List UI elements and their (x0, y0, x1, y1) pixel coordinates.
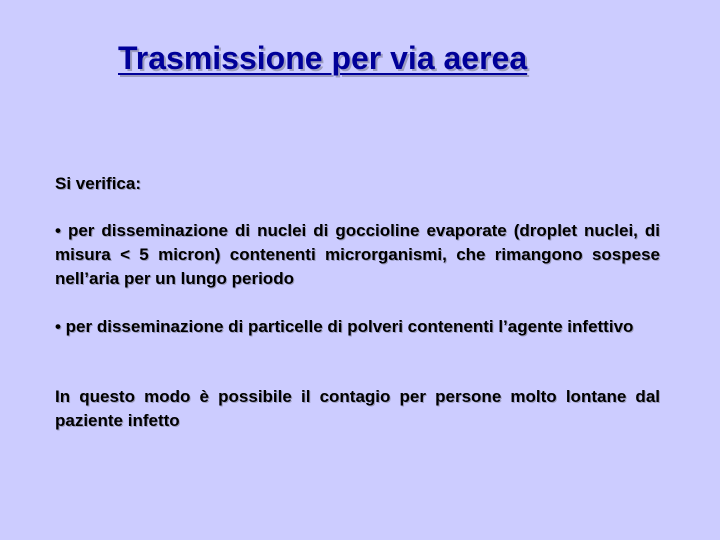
intro-text: Si verifica: (55, 174, 141, 193)
bullet-item-droplet-nuclei: • per disseminazione di nuclei di goccioline evaporate (droplet nuclei, di misura < 5 micron) contenenti microrganismi, che rimangono sospese nell’aria per un lungo periodo (55, 221, 660, 288)
bullet-item-dust-particles: • per disseminazione di particelle di polveri contenenti l’agente infettivo (55, 317, 634, 336)
slide-title: Trasmissione per via aerea (118, 40, 528, 76)
conclusion-text: In questo modo è possibile il contagio per persone molto lontane dal paziente infetto (55, 387, 660, 430)
slide-body (55, 172, 660, 433)
